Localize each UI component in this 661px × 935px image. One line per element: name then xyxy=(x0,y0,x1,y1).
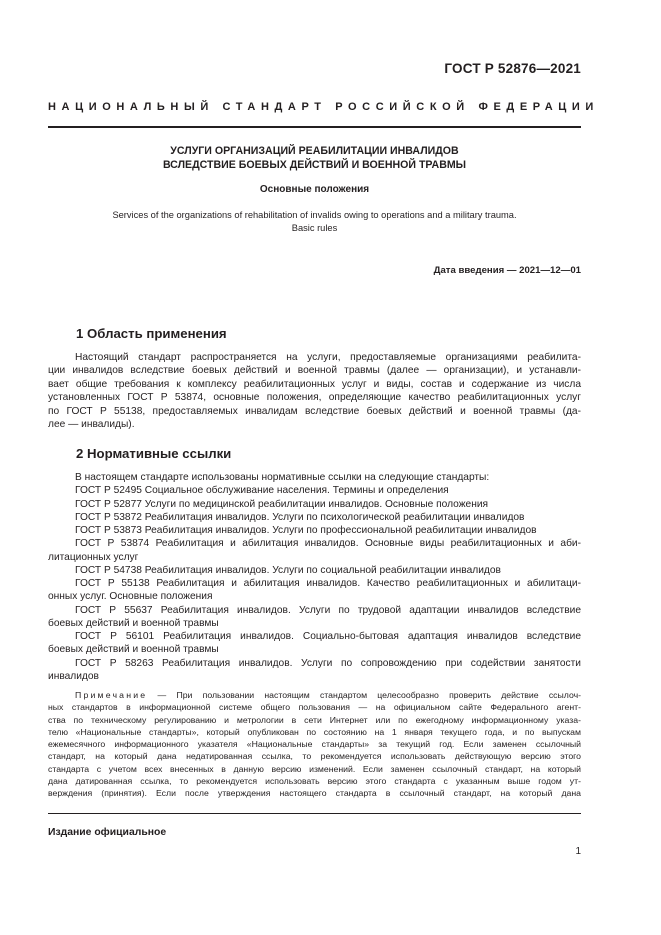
note-line xyxy=(75,689,581,701)
s2-line: ГОСТ Р 52495 Социальное обслуживание населения. Термины и определения xyxy=(75,485,449,497)
official-edition-label: Издание официальное xyxy=(48,827,167,838)
s1-line: по ГОСТ Р 55138, предоставляемых инвалидам вследствие боевых действий и военной травмы (да- xyxy=(48,405,581,417)
english-title-line-1: Services of the organizations of rehabilitation of invalids owing to operations and a military trauma. xyxy=(112,210,517,220)
s2-line: В настоящем стандарте использованы нормативные ссылки на следующие стандарты: xyxy=(75,472,490,483)
s2-line: ГОСТ Р 58263 Реабилитация инвалидов. Услуги по сопровождению при содействии занятости xyxy=(75,657,581,669)
s1-line: ции инвалидов вследствие боевых действий и военной травмы (далее — организации), и устанавли- xyxy=(48,365,581,377)
document-subtitle: Основные положения xyxy=(259,184,370,195)
s1-line: вает общие требования к комплексу реабилитационных услуг и виды, состав и содержание из числа xyxy=(48,378,581,390)
english-title xyxy=(48,209,581,235)
s1-line: Настоящий стандарт распространяется на услуги, предоставляемые организациями реабилита- xyxy=(75,352,581,363)
title-line-2: ВСЛЕДСТВИЕ БОЕВЫХ ДЕЙСТВИЙ И ВОЕННОЙ ТРАВМЫ xyxy=(162,159,467,171)
section-1-heading: 1 Область применения xyxy=(76,326,227,341)
s2-line: ГОСТ Р 56101 Реабилитация инвалидов. Социально-бытовая адаптация инвалидов вследствие xyxy=(75,631,581,642)
note-line: ежемесячного информационного указателя «Национальные стандарты» за текущий год. Если заменен ссылочный xyxy=(48,739,581,749)
s1-line: лее — инвалиды). xyxy=(48,419,135,430)
header-rule xyxy=(48,126,581,128)
note-line: телю «Национальные стандарты», который опубликован по состоянию на 1 января текущего года, и по выпускам xyxy=(48,726,581,737)
note-line: стандарта с учетом всех внесенных в данную версию изменений. Если заменен ссылочный стандарт, на который xyxy=(48,763,581,774)
note-line: стандарт, на который дана недатированная ссылка, то рекомендуется использовать действующую версию этого xyxy=(48,751,581,762)
section-2-heading: 2 Нормативные ссылки xyxy=(76,446,232,461)
title-line-1: УСЛУГИ ОРГАНИЗАЦИЙ РЕАБИЛИТАЦИИ ИНВАЛИДОВ xyxy=(170,145,459,157)
page-number: 1 xyxy=(575,846,581,857)
note-line: ства по техническому регулированию и метрологии в сети Интернет или по ежегодному информационному указа- xyxy=(48,714,581,725)
note-line: дана датированная ссылка, то рекомендуется использовать версию этого стандарта с указанным выше годом ут- xyxy=(48,775,581,786)
s2-line: ГОСТ Р 55138 Реабилитация и абилитация инвалидов. Качество реабилитационных и абилитаци- xyxy=(75,578,581,589)
note-line: верждения (принятия). Если после утверждения настоящего стандарта в ссылочный стандарт, на который дана xyxy=(48,788,581,798)
s2-line: инвалидов xyxy=(48,670,99,682)
s2-line: ГОСТ Р 53874 Реабилитация и абилитация инвалидов. Основные виды реабилитационных и аби- xyxy=(75,538,581,550)
s1-line: установленных ГОСТ Р 53874, основные положения, определяющие качество реабилитационных услуг xyxy=(48,392,581,404)
s2-line: онных услуг. Основные положения xyxy=(48,591,213,603)
national-standard-banner: НАЦИОНАЛЬНЫЙ СТАНДАРТ РОССИЙСКОЙ ФЕДЕРАЦИИ xyxy=(48,101,599,113)
note-label: Примечание xyxy=(75,690,148,700)
document-number: ГОСТ Р 52876—2021 xyxy=(444,61,581,76)
note-line: ных стандартов в информационной системе общего пользования — на официальном сайте Федерального агент- xyxy=(48,702,581,713)
s2-line: ГОСТ Р 54738 Реабилитация инвалидов. Услуги по социальной реабилитации инвалидов xyxy=(75,564,501,576)
s2-line: ГОСТ Р 52877 Услуги по медицинской реабилитации инвалидов. Основные положения xyxy=(75,498,489,510)
document-title xyxy=(48,144,581,172)
footer-rule xyxy=(48,813,581,814)
note-text: — При пользовании настоящим стандартом целесообразно проверить действие ссылоч- xyxy=(147,690,581,700)
s2-line: ГОСТ Р 53873 Реабилитация инвалидов. Услуги по профессиональной реабилитации инвалидов xyxy=(75,525,537,536)
introduction-date: Дата введения — 2021—12—01 xyxy=(433,265,581,276)
s2-line: боевых действий и военной травмы xyxy=(48,644,219,656)
s2-line: литационных услуг xyxy=(48,551,139,563)
s2-line: ГОСТ Р 55637 Реабилитация инвалидов. Услуги по трудовой адаптации инвалидов вследствие xyxy=(75,604,581,616)
s2-line: ГОСТ Р 53872 Реабилитация инвалидов. Услуги по психологической реабилитации инвалидов xyxy=(75,511,525,523)
s2-line: боевых действий и военной травмы xyxy=(48,617,219,629)
english-title-line-2: Basic rules xyxy=(291,223,338,233)
